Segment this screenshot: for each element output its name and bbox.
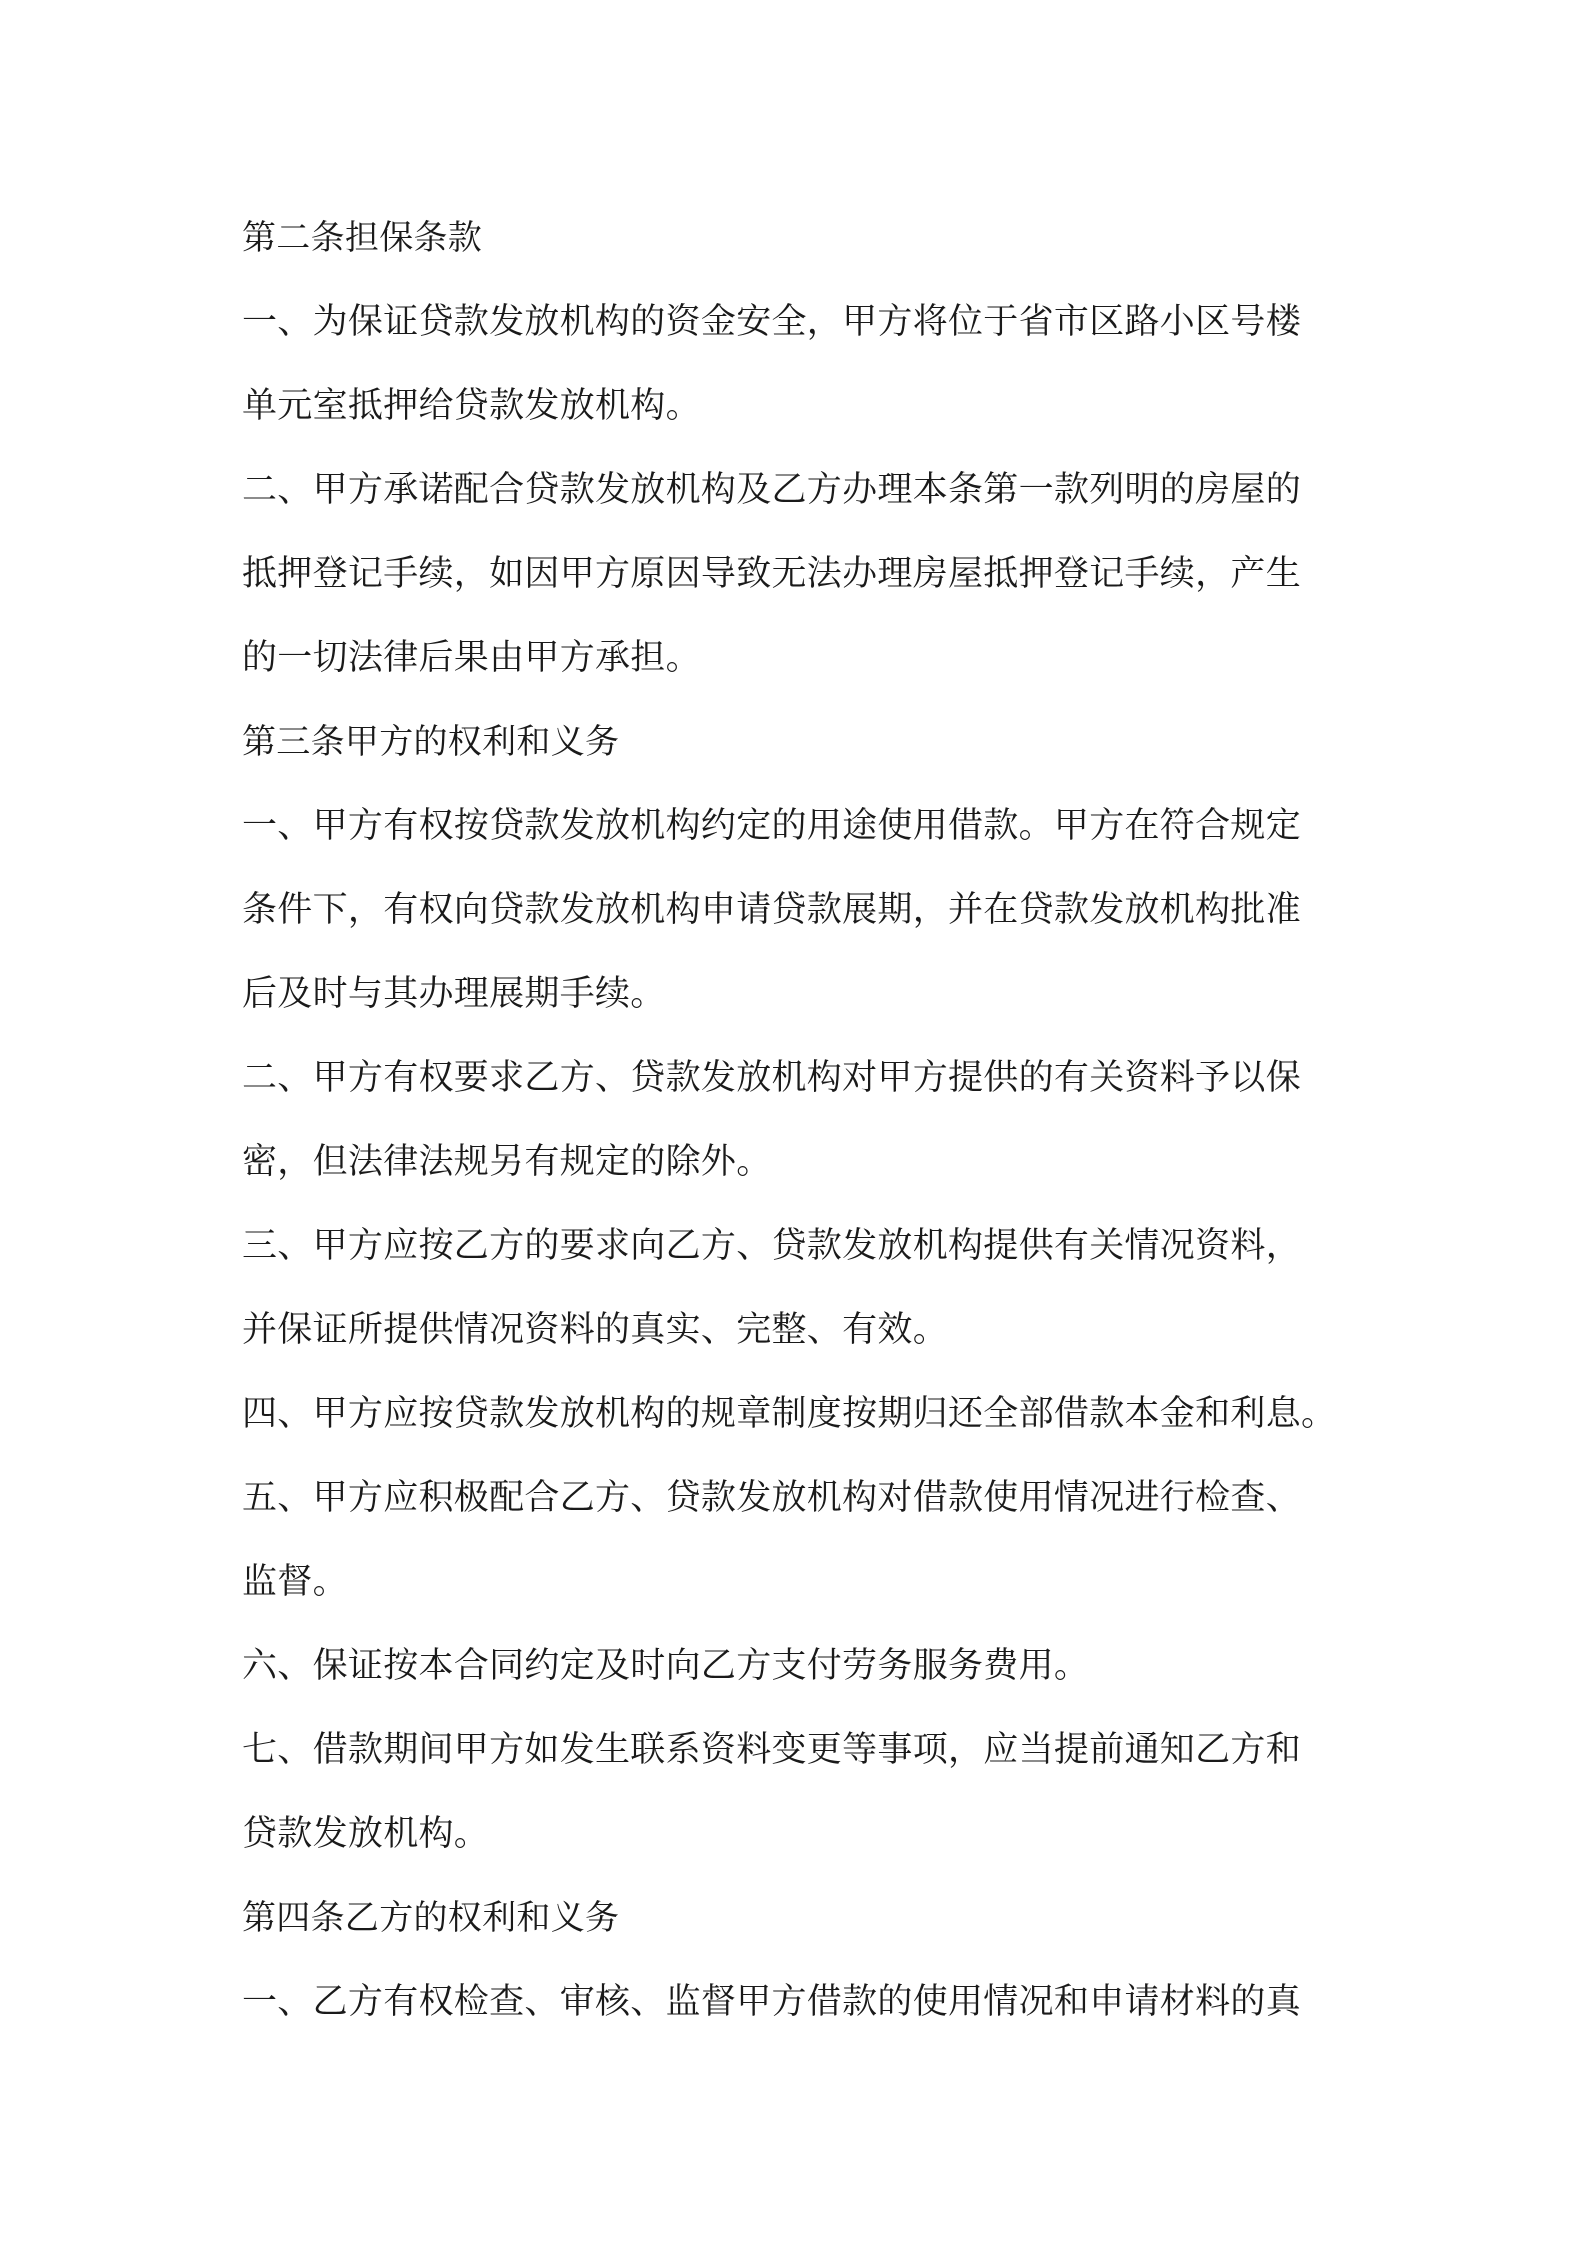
text-line: 五、甲方应积极配合乙方、贷款发放机构对借款使用情况进行检查、 xyxy=(242,1478,1302,1518)
text-line: 二、甲方有权要求乙方、贷款发放机构对甲方提供的有关资料予以保 xyxy=(242,1058,1302,1098)
text-line: 单元室抵押给贷款发放机构。 xyxy=(242,386,701,426)
text-line: 的一切法律后果由甲方承担。 xyxy=(242,638,701,678)
text-line: 抵押登记手续，如因甲方原因导致无法办理房屋抵押登记手续，产生 xyxy=(242,554,1302,594)
article-2-heading: 第二条担保条款 xyxy=(242,218,483,258)
text-line: 监督。 xyxy=(242,1562,348,1602)
text-line: 一、乙方有权检查、审核、监督甲方借款的使用情况和申请材料的真 xyxy=(242,1982,1302,2022)
text-line: 后及时与其办理展期手续。 xyxy=(242,974,666,1014)
text-line: 四、甲方应按贷款发放机构的规章制度按期归还全部借款本金和利息。 xyxy=(242,1394,1337,1434)
text-line: 密，但法律法规另有规定的除外。 xyxy=(242,1142,772,1182)
text-line: 三、甲方应按乙方的要求向乙方、贷款发放机构提供有关情况资料， xyxy=(242,1226,1302,1266)
text-line: 六、保证按本合同约定及时向乙方支付劳务服务费用。 xyxy=(242,1646,1090,1686)
text-line: 七、借款期间甲方如发生联系资料变更等事项，应当提前通知乙方和 xyxy=(242,1730,1302,1770)
text-line: 一、为保证贷款发放机构的资金安全，甲方将位于省市区路小区号楼 xyxy=(242,302,1302,342)
text-line: 条件下，有权向贷款发放机构申请贷款展期，并在贷款发放机构批准 xyxy=(242,890,1302,930)
document-body xyxy=(242,196,1372,2044)
text-line: 并保证所提供情况资料的真实、完整、有效。 xyxy=(242,1310,949,1350)
text-line: 贷款发放机构。 xyxy=(242,1814,490,1854)
article-3-heading: 第三条甲方的权利和义务 xyxy=(242,722,620,762)
text-line: 一、甲方有权按贷款发放机构约定的用途使用借款。甲方在符合规定 xyxy=(242,806,1302,846)
text-line: 二、甲方承诺配合贷款发放机构及乙方办理本条第一款列明的房屋的 xyxy=(242,470,1302,510)
article-4-heading: 第四条乙方的权利和义务 xyxy=(242,1898,620,1938)
